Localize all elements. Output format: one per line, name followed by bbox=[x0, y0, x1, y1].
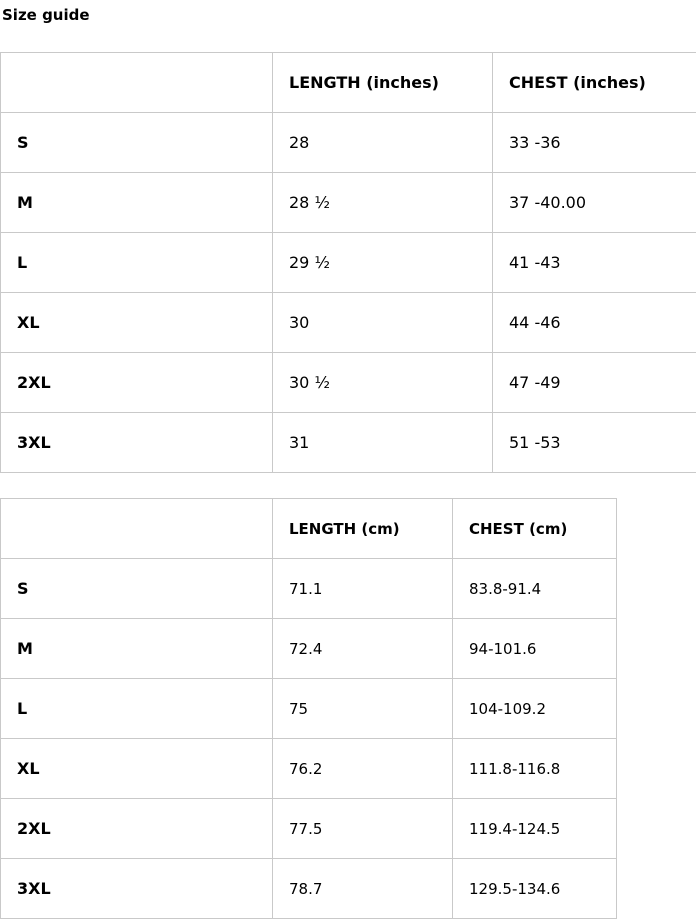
size-table-inches bbox=[0, 52, 696, 473]
table-row bbox=[1, 233, 696, 293]
cell-chest: 111.8-116.8 bbox=[453, 739, 617, 799]
cell-length: 78.7 bbox=[273, 859, 453, 919]
cell-length: 30 bbox=[273, 293, 493, 353]
cell-size: 3XL bbox=[1, 413, 273, 473]
cell-chest: 37 -40.00 bbox=[493, 173, 696, 233]
table-row bbox=[1, 679, 617, 739]
column-header-length: LENGTH (inches) bbox=[273, 53, 493, 113]
cell-chest: 83.8-91.4 bbox=[453, 559, 617, 619]
cell-size: 2XL bbox=[1, 353, 273, 413]
column-header-size bbox=[1, 499, 273, 559]
cell-size: M bbox=[1, 173, 273, 233]
cell-chest: 44 -46 bbox=[493, 293, 696, 353]
table-row bbox=[1, 413, 696, 473]
table-row bbox=[1, 619, 617, 679]
cell-chest: 33 -36 bbox=[493, 113, 696, 173]
cell-size: M bbox=[1, 619, 273, 679]
cell-size: L bbox=[1, 679, 273, 739]
cell-length: 75 bbox=[273, 679, 453, 739]
cell-size: L bbox=[1, 233, 273, 293]
cell-length: 30 ½ bbox=[273, 353, 493, 413]
column-header-length: LENGTH (cm) bbox=[273, 499, 453, 559]
cell-size: XL bbox=[1, 293, 273, 353]
cell-chest: 41 -43 bbox=[493, 233, 696, 293]
cell-chest: 47 -49 bbox=[493, 353, 696, 413]
cell-length: 72.4 bbox=[273, 619, 453, 679]
table-row bbox=[1, 113, 696, 173]
table-header-row bbox=[1, 499, 617, 559]
table-row bbox=[1, 173, 696, 233]
cell-size: 2XL bbox=[1, 799, 273, 859]
table-row bbox=[1, 799, 617, 859]
column-header-size bbox=[1, 53, 273, 113]
cell-length: 76.2 bbox=[273, 739, 453, 799]
cell-chest: 94-101.6 bbox=[453, 619, 617, 679]
table-row bbox=[1, 739, 617, 799]
cell-chest: 51 -53 bbox=[493, 413, 696, 473]
cell-length: 31 bbox=[273, 413, 493, 473]
cell-chest: 129.5-134.6 bbox=[453, 859, 617, 919]
table-row bbox=[1, 559, 617, 619]
table-row bbox=[1, 859, 617, 919]
column-header-chest: CHEST (inches) bbox=[493, 53, 696, 113]
table-header-row bbox=[1, 53, 696, 113]
cell-chest: 119.4-124.5 bbox=[453, 799, 617, 859]
cell-size: XL bbox=[1, 739, 273, 799]
cell-length: 28 bbox=[273, 113, 493, 173]
cell-length: 28 ½ bbox=[273, 173, 493, 233]
cell-chest: 104-109.2 bbox=[453, 679, 617, 739]
page-title: Size guide bbox=[0, 0, 696, 24]
cell-size: S bbox=[1, 113, 273, 173]
column-header-chest: CHEST (cm) bbox=[453, 499, 617, 559]
cell-size: S bbox=[1, 559, 273, 619]
table-row bbox=[1, 293, 696, 353]
table-row bbox=[1, 353, 696, 413]
cell-length: 77.5 bbox=[273, 799, 453, 859]
cell-length: 71.1 bbox=[273, 559, 453, 619]
size-table-cm bbox=[0, 498, 617, 919]
cell-size: 3XL bbox=[1, 859, 273, 919]
cell-length: 29 ½ bbox=[273, 233, 493, 293]
